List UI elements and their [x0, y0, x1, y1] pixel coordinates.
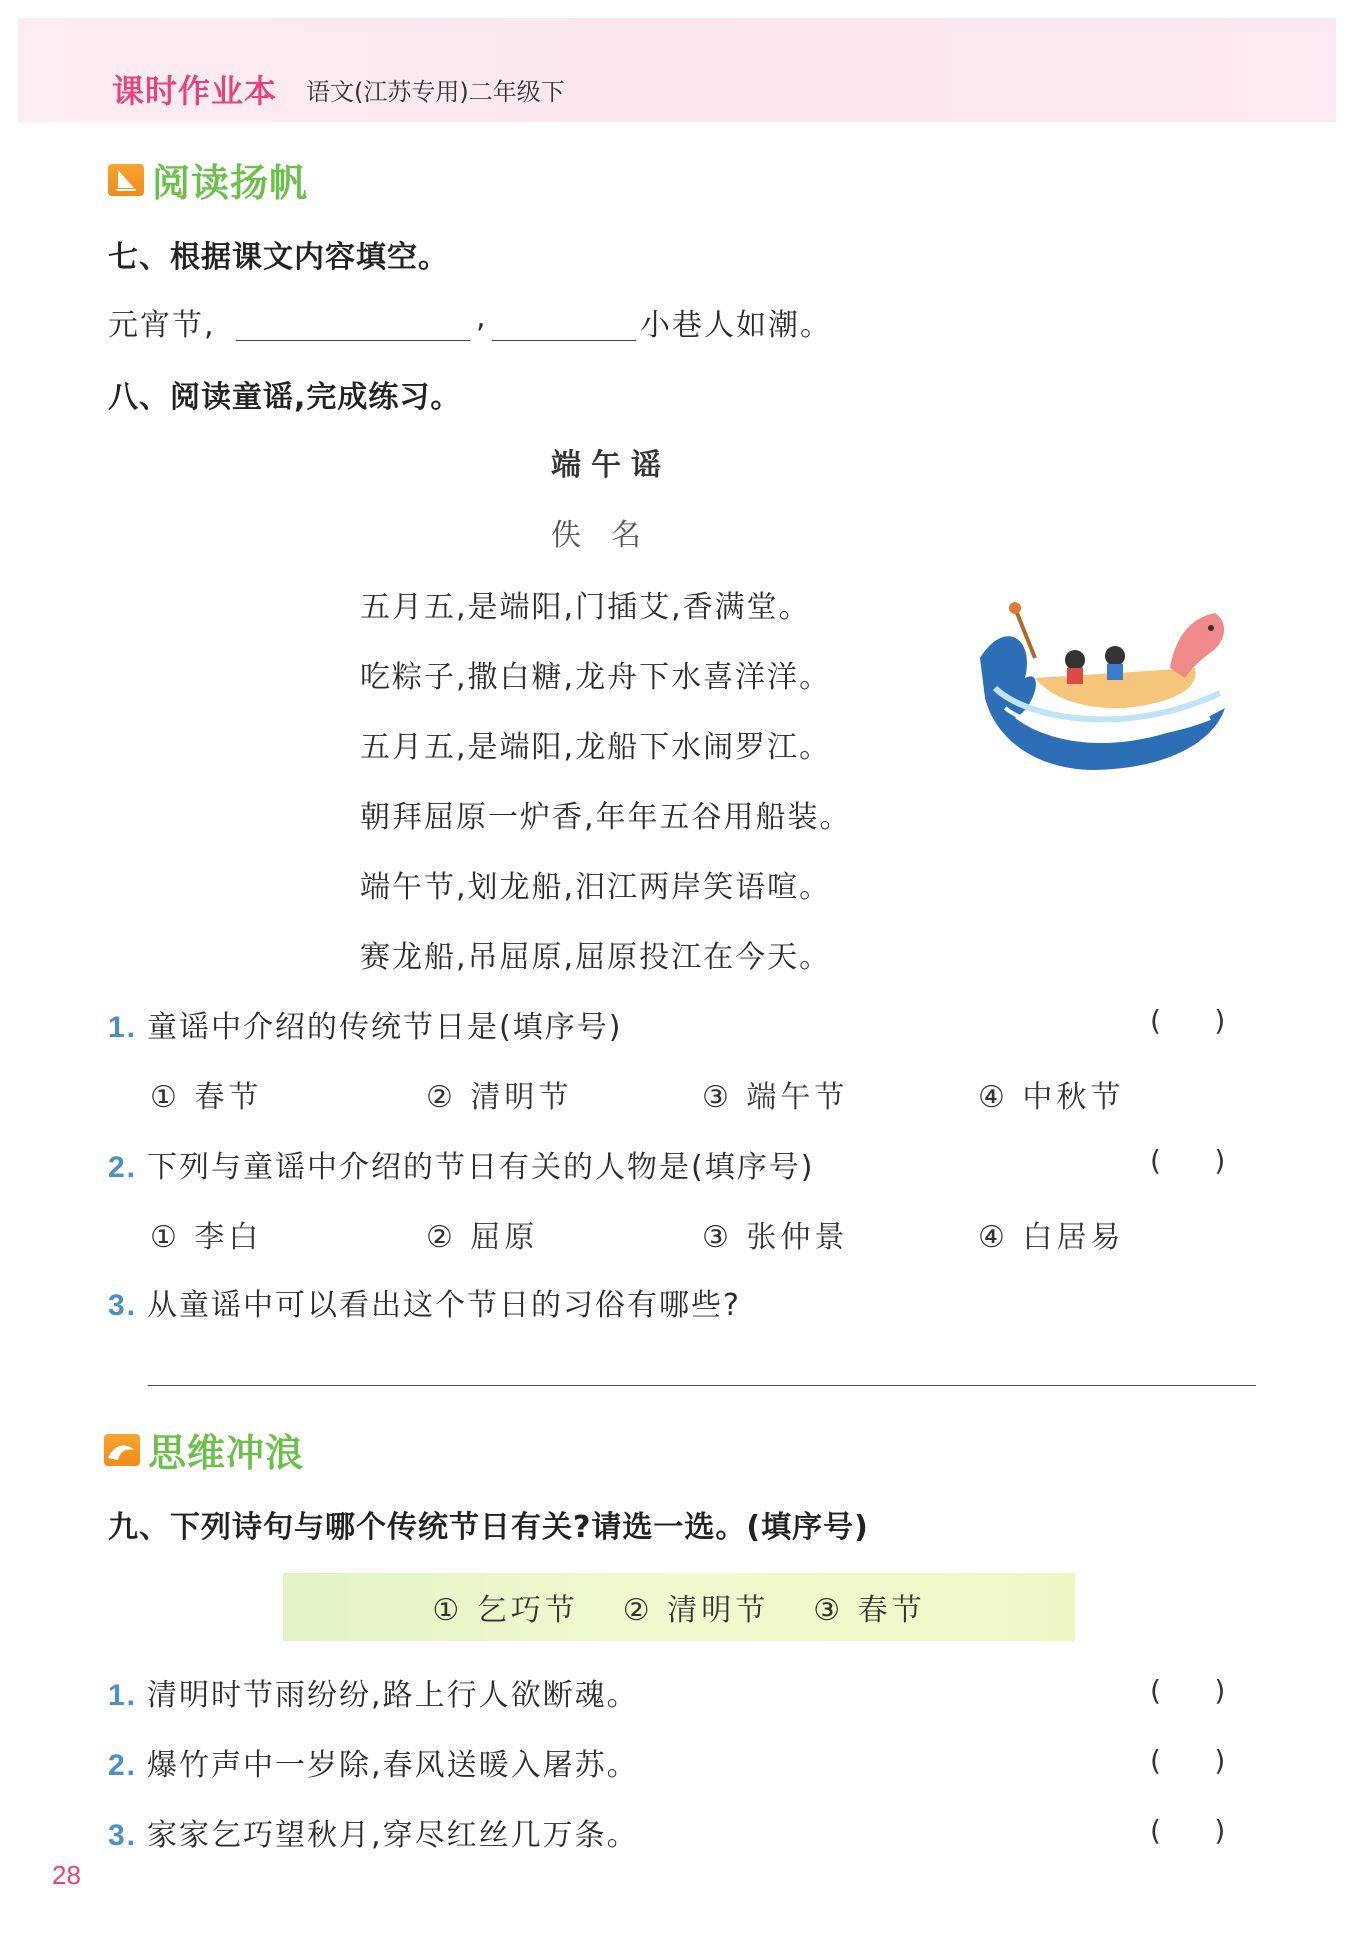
q9-item-1	[108, 1670, 639, 1714]
subject-subtitle: 语文(江苏专用)二年级下	[306, 78, 565, 106]
poem-author: 佚名	[551, 518, 671, 553]
page-number: 28	[52, 1860, 81, 1890]
answer-parentheses[interactable]: ( )	[1150, 1144, 1226, 1177]
item-number: 3.	[108, 1289, 138, 1322]
q7-line-start: 元宵节,	[108, 308, 216, 343]
option: ④ 中秋节	[978, 1080, 1125, 1115]
q8-item-3	[108, 1280, 741, 1324]
q7-blank-1[interactable]	[236, 340, 470, 341]
option: ② 清明节	[426, 1080, 573, 1115]
question-9-prompt: 九、下列诗句与哪个传统节日有关?请选一选。(填序号)	[108, 1510, 869, 1545]
wave-icon	[104, 1434, 140, 1466]
poem-line: 吃粽子,撒白糖,龙舟下水喜洋洋。	[360, 660, 832, 695]
answer-parentheses[interactable]: ( )	[1150, 1004, 1226, 1037]
section-reading-heading	[108, 152, 308, 207]
poem-line: 端午节,划龙船,汨江两岸笑语喧。	[360, 870, 832, 905]
option: ① 李白	[150, 1220, 263, 1255]
option: ② 屈原	[426, 1220, 539, 1255]
dragon-boat-illustration	[975, 598, 1240, 773]
festival-choice: ② 清明节	[622, 1593, 770, 1628]
item-number: 2.	[108, 1151, 138, 1184]
option: ④ 白居易	[978, 1220, 1125, 1255]
festival-choice: ① 乞巧节	[432, 1593, 579, 1628]
festival-choices-bar	[283, 1573, 1075, 1641]
answer-line[interactable]	[148, 1385, 1256, 1386]
item-text: 爆竹声中一岁除,春风送暖入屠苏。	[147, 1748, 639, 1783]
option: ③ 端午节	[702, 1080, 849, 1115]
answer-parentheses[interactable]: ( )	[1150, 1674, 1226, 1707]
answer-parentheses[interactable]: ( )	[1150, 1814, 1226, 1847]
section-title: 阅读扬帆	[152, 161, 309, 205]
question-7-prompt: 七、根据课文内容填空。	[108, 240, 449, 275]
section-title: 思维冲浪	[148, 1431, 305, 1475]
answer-parentheses[interactable]: ( )	[1150, 1744, 1226, 1777]
item-number: 1.	[108, 1679, 138, 1712]
q8-item-1	[108, 1002, 622, 1046]
item-text: 清明时节雨纷纷,路上行人欲断魂。	[147, 1678, 639, 1713]
q7-line-end: 小巷人如潮。	[640, 308, 832, 343]
item-text: 家家乞巧望秋月,穿尽红丝几万条。	[147, 1818, 639, 1853]
poem-line: 赛龙船,吊屈原,屈原投江在今天。	[360, 940, 832, 975]
option: ① 春节	[150, 1080, 263, 1115]
item-text: 童谣中介绍的传统节日是(填序号)	[147, 1010, 623, 1045]
poem-title: 端午谣	[551, 448, 671, 483]
item-number: 2.	[108, 1749, 138, 1782]
q7-blank-2[interactable]	[492, 340, 636, 341]
poem-line: 五月五,是端阳,门插艾,香满堂。	[360, 590, 811, 625]
item-text: 下列与童谣中介绍的节日有关的人物是(填序号)	[147, 1150, 815, 1185]
sail-icon	[108, 164, 144, 196]
option: ③ 张仲景	[702, 1220, 849, 1255]
poem-line: 朝拜屈原一炉香,年年五谷用船装。	[360, 800, 852, 835]
q7-comma: ,	[476, 300, 488, 335]
q8-item-2	[108, 1142, 814, 1186]
festival-choice: ③ 春节	[813, 1593, 926, 1628]
brand-title: 课时作业本	[112, 72, 278, 110]
q9-item-3	[108, 1810, 639, 1854]
item-text: 从童谣中可以看出这个节日的习俗有哪些?	[147, 1288, 741, 1323]
item-number: 3.	[108, 1819, 138, 1852]
section-thinking-heading	[104, 1422, 304, 1477]
item-number: 1.	[108, 1011, 138, 1044]
question-8-prompt: 八、阅读童谣,完成练习。	[108, 380, 462, 415]
q9-item-2	[108, 1740, 639, 1784]
poem-line: 五月五,是端阳,龙船下水闹罗江。	[360, 730, 832, 765]
